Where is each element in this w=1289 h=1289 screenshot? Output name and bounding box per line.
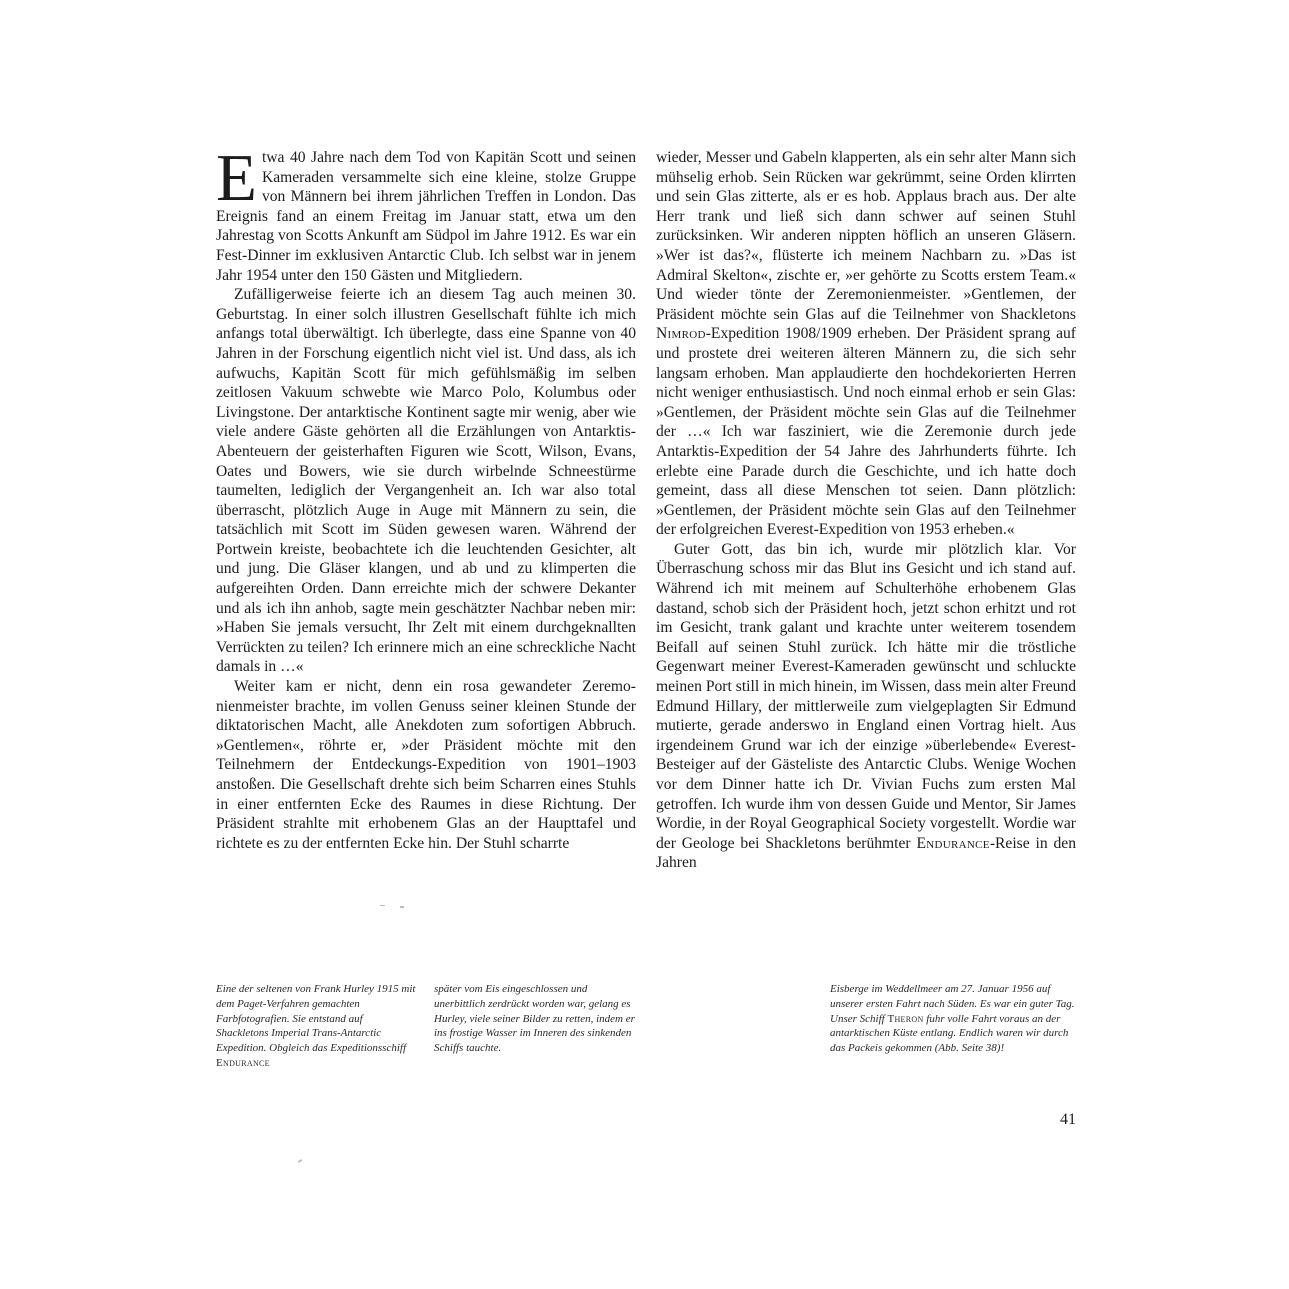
caption-left-part-2: später vom Eis eingeschlossen und unerbittlich zerdrückt worden war, gelang es Hurley, viele seiner Bilder zu retten, indem er ins frostige Wasser im Inneren des sinkenden Schiffs tauchte. (434, 983, 635, 1055)
caption-right (830, 982, 1076, 1056)
caption-left-part-1 (216, 982, 416, 1071)
page-number: 41 (1060, 1111, 1076, 1128)
scan-speck (380, 905, 385, 906)
body-column-left (216, 141, 636, 853)
ship-name: Theron (887, 1012, 924, 1025)
paragraph-text: -Reise in den Jahren (656, 834, 1077, 872)
paragraph: Zufälligerweise feierte ich an diesem Tag auch meinen 30. Geburtstag. In einer solch illustren Gesellschaft fühlte ich mich anfangs total überwältigt. Ich überlegte, dass eine Spanne von 40 Jahren in der Forschung eigentlich nicht viel ist. Und dass, als ich aufwuchs, Kapitän Scott für mich gefühlsmäßig im selben zeitlosen Vakuum schwebte wie Marco Polo, Kolumbus oder Livingstone. Der antarktische Kontinent sagte mir wenig, aber wie viele andere Gäste gehörten all die Erzählungen von Antarktis-Abenteuern der geisterhaften Figuren wie Scott, Wilson, Evans, Oates und Bowers, wie sie durch wirbelnde Schneestürme taumelten, lediglich der Vergangenheit an. Ich war also total überrascht, plötzlich Auge in Auge mit Männern zu sein, die tatsächlich mit Scott im Süden gewesen waren. Während der Portwein kreiste, beobachtete ich die leuchtenden Gesichter, alt und jung. Die Gläser klangen, und ab und zu klimperten die aufgereihten Orden. Dann erreichte mich der schwere Dekanter und als ich ihn anhob, sagte mein geschätzter Nachbar neben mir: »Haben Sie jemals versucht, Ihr Zelt mit einem durchgeknallten Verrückten zu teilen? Ich erinnere mich an eine schreckliche Nacht damals in …« (216, 286, 636, 676)
paragraph-text: Guter Gott, das bin ich, wurde mir plötzlich klar. Vor Überraschung schoss mir das Blut ins Gesicht und ich stand auf. Während ich mit meinem auf Schulterhöhe erhobenem Glas dastand, schob sich der Präsident hoch, jetzt schon erhitzt und rot im Gesicht, trank galant und krachte unter weiterem tosendem Beifall auf seinen Stuhl zurück. Ich hätte mir die tröstliche Gegenwart meiner Everest-Kameraden gewünscht und schluckte meinen Port still in mich hinein, im Wissen, dass mein alter Freund Edmund Hillary, der mittlerweile zum vielgeplagten Sir Edmund mutierte, gerade anderswo in England einen Vortrag hielt. Aus irgendeinem Grund war ich der einzige »überlebende« Everest-Besteiger auf der Gästeliste des Antarctic Clubs. Wenige Wochen vor dem Dinner hatte ich Dr. Vivian Fuchs zum ersten Mal getroffen. Ich wurde ihm von dessen Guide und Mentor, Sir James Wordie, in der Royal Geographical Society vorgestellt. Wordie war der Geologe bei Shackletons berühmter (656, 540, 1076, 852)
drop-cap: E (216, 141, 257, 215)
body-column-right (656, 148, 1076, 873)
ship-name: Nimrod (656, 325, 706, 343)
caption-text: Eisberge im Weddellmeer am 27. Januar 1956 auf unserer ersten Fahrt nach Süden. Es war ein guter Tag. Unser Schiff (830, 983, 1075, 1025)
paragraph (656, 148, 1076, 540)
paragraph (216, 141, 636, 285)
paragraph-text: twa 40 Jahre nach dem Tod von Kapitän Scott und seinen Kameraden versammelte sich eine kleine, stolze Gruppe von Männern bei ihrem jährlichen Treffen in London. Das Ereignis fand an einem Freitag im Januar statt, etwa um den Jahrestag von Scotts Ankunft am Südpol im Jahre 1912. Es war ein Fest-Dinner im exklusiven Antarctic Club. Ich selbst war in jenem Jahr 1954 unter den 150 Gästen und Mitgliedern. (216, 149, 636, 284)
caption-text: fuhr volle Fahrt voraus an der antarktischen Küste entlang. Endlich waren wir durch das Packeis gekommen (Abb. Seite 38)! (830, 1012, 1069, 1055)
caption-text: Eine der seltenen von Frank Hurley 1915 mit dem Paget-Verfahren gemachten Farbfotografien. Sie entstand auf Shackletons Imperial Trans-Antarctic Expedition. Obgleich das Expeditionsschiff (216, 983, 416, 1055)
ship-name: Endurance (916, 834, 990, 852)
paragraph-text: -Expedition 1908/1909 erheben. Der Präsident sprang auf und prostete drei weiteren älteren Männern zu, die sich sehr langsam erhoben. Man applaudierte den hochdekorierten Herren nicht weniger enthusiastisch. Und noch einmal erhob er sein Glas: »Gentlemen, der Präsident möchte sein Glas auf die Teilnehmer der …« Ich war fasziniert, wie die Zeremonie durch jede Antarktis-Expedition der 54 Jahre des Jahrhunderts führte. Ich erlebte eine Parade durch die Geschichte, und ich hatte doch gemeint, dass all diese Menschen tot seien. Dann plötzlich: »Gentlemen, der Präsident möchte sein Glas auf den Teilnehmer der erfolgreichen Everest-Expedition von 1953 erheben.« (656, 325, 1076, 539)
scan-speck (400, 906, 404, 908)
paragraph: Weiter kam er nicht, denn ein rosa gewandeter Zeremonienmeister brachte, im vollen Genuss seiner kleinen Stunde der diktatorischen Macht, alle Anekdoten zum sofortigen Abbruch. »Gentlemen«, röhrte er, »der Präsident möchte mit den Teilnehmern der Entdeckungs-Expedition von 1901–1903 anstoßen. Die Gesellschaft drehte sich beim Scharren eines Stuhls in einer entfernten Ecke des Raumes in diese Richtung. Der Präsident strahlte mit erhobenem Glas an der Haupttafel und richtete es zu der entfernten Ecke hin. Der Stuhl scharrte (216, 678, 636, 852)
ship-name: Endurance (216, 1056, 270, 1069)
scan-speck (298, 1159, 302, 1163)
paragraph-text: wieder, Messer und Gabeln klapperten, als ein sehr alter Mann sich mühselig erhob. Sein Rücken war gekrümmt, seine Orden klirrten und sein Glas zitterte, als er es hob. Applaus brach aus. Der alte Herr trank und ließ sich dann schwer auf seinen Stuhl zurücksinken. Wir anderen nippten höflich an unseren Gläsern. »Wer ist das?«, flüsterte ich meinem Nachbarn zu. »Das ist Admiral Skelton«, zischte er, »er gehörte zu Scotts erstem Team.« Und wieder tönte der Zeremonienmeister. »Gentlemen, der Präsident möchte sein Glas auf die Teilnehmer von Shackletons (656, 149, 1076, 323)
paragraph (656, 540, 1076, 873)
